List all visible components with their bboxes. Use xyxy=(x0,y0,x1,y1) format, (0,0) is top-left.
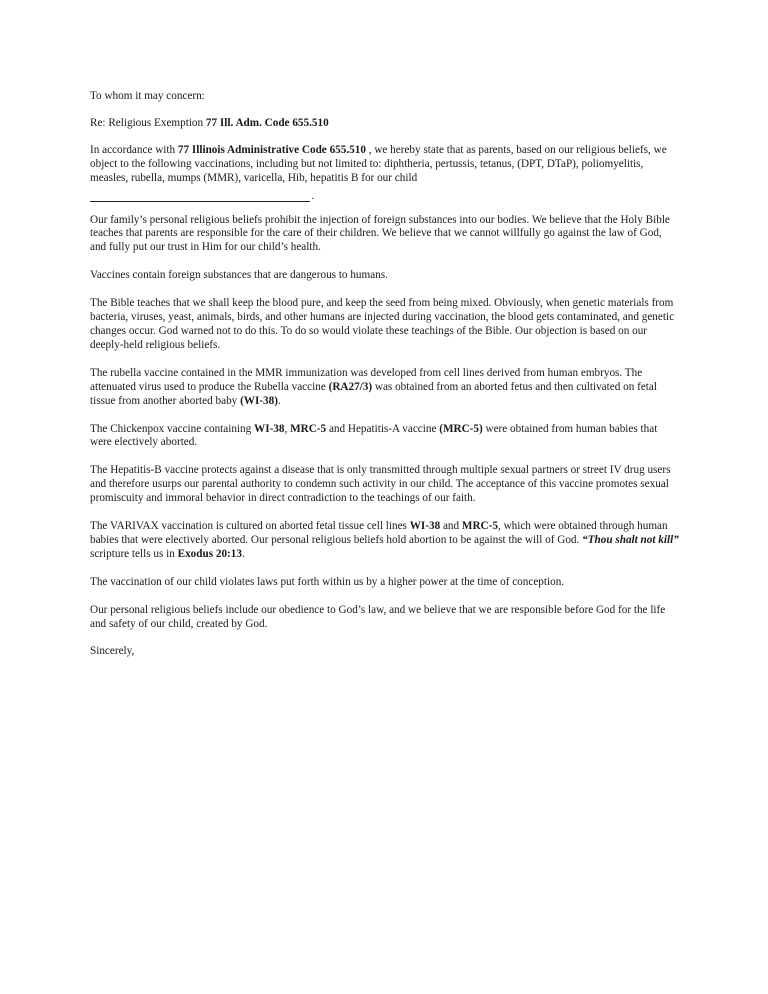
objection-text-a: In accordance with xyxy=(90,143,178,156)
varivax-mrc5: MRC-5 xyxy=(461,520,498,533)
objection-code: 77 Illinois Administrative Code 655.510 xyxy=(177,143,366,156)
subject-prefix: Re: Religious Exemption xyxy=(90,116,206,129)
chickenpox-text-d: and Hepatitis-A vaccine xyxy=(326,422,440,435)
rubella-text-a: The rubella vaccine contained in the MMR immunization was developed from cell lines derived from human embryos. The attenuated virus used to produce the Rubella vaccine xyxy=(90,366,643,393)
varivax-quote: “Thou shalt not kill” xyxy=(582,533,679,546)
rubella-wi38: (WI-38) xyxy=(240,394,278,407)
paragraph-beliefs: Our family’s personal religious beliefs prohibit the injection of foreign substances into our bodies. We believe that the Holy Bible teaches that parents are responsible for the care of their children. We believe that we cannot willfully go against the law of God, and fully put our trust in Him for our child’s health. xyxy=(90,213,670,254)
varivax-exodus: Exodus 20:13 xyxy=(177,547,242,560)
chickenpox-wi38: WI-38 xyxy=(254,422,285,435)
paragraph-obedience: Our personal religious beliefs include our obedience to God’s law, and we believe that we are responsible before God for the life and safety of our child, created by God. xyxy=(90,603,666,630)
chickenpox-mrc5: MRC-5 xyxy=(290,422,327,435)
subject-line xyxy=(90,117,680,131)
chickenpox-text-e: were obtained from human babies that were electively aborted. xyxy=(90,422,658,449)
salutation: To whom it may concern: xyxy=(90,90,205,102)
varivax-text-d: , which were obtained through human babies that were electively aborted. Our personal religious beliefs hold abortion to be against the will of God. xyxy=(90,520,668,546)
varivax-text-f: . xyxy=(241,547,245,560)
rubella-ra27: (RA27/3) xyxy=(328,380,373,393)
subject-code: 77 Ill. Adm. Code 655.510 xyxy=(205,116,329,129)
chickenpox-text-a: The Chickenpox vaccine containing xyxy=(90,422,255,435)
letter-body xyxy=(90,90,680,673)
varivax-text-a: The VARIVAX vaccination is cultured on aborted fetal tissue cell lines xyxy=(90,520,410,533)
paragraph-blood-pure: The Bible teaches that we shall keep the blood pure, and keep the seed from being mixed. Obviously, when genetic materials from bacteria, viruses, yeast, animals, birds, and other humans are injected during vaccination, the blood gets contaminated, and genetic changes occur. God warned not to do this. To do so would violate these teachings of the Bible. Our objection is based on our deeply-held religious beliefs. xyxy=(90,297,675,351)
closing: Sincerely, xyxy=(90,645,135,658)
hepatitis-a-mrc5: (MRC-5) xyxy=(439,422,483,435)
varivax-text-c: and xyxy=(440,520,462,533)
rubella-text-d: . xyxy=(277,394,281,407)
objection-text-b: , we hereby state that as parents, based on our religious beliefs, we object to the following vaccinations, including but not limited to: diphtheria, pertussis, tetanus, (DPT, DTaP), poliomyelitis, measles, rubella, mumps (MMR), varicella, Hib, hepatitis B for our child xyxy=(90,143,667,184)
paragraph-varivax xyxy=(90,520,680,562)
paragraph-higher-power: The vaccination of our child violates laws put forth within us by a higher power at the time of conception. xyxy=(90,575,565,588)
child-name-blank-line xyxy=(90,188,310,202)
paragraph-chickenpox xyxy=(90,423,680,451)
varivax-wi38: WI-38 xyxy=(409,520,441,533)
paragraph-foreign-substances: Vaccines contain foreign substances that are dangerous to humans. xyxy=(90,269,388,282)
paragraph-objection xyxy=(90,144,680,186)
chickenpox-text-c: , xyxy=(284,422,291,435)
rubella-text-c: was obtained from an aborted fetus and then cultivated on fetal tissue from another aborted baby xyxy=(90,380,657,407)
paragraph-rubella xyxy=(90,367,680,409)
varivax-text-e: scripture tells us in xyxy=(90,547,178,560)
paragraph-hepatitis-b: The Hepatitis-B vaccine protects against a disease that is only transmitted through multiple sexual partners or street IV drug users and therefore usurps our parental authority to condemn such activity in our child. The acceptance of this vaccine promotes sexual promiscuity and immoral behavior in direct contradiction to the teachings of our faith. xyxy=(90,464,671,505)
